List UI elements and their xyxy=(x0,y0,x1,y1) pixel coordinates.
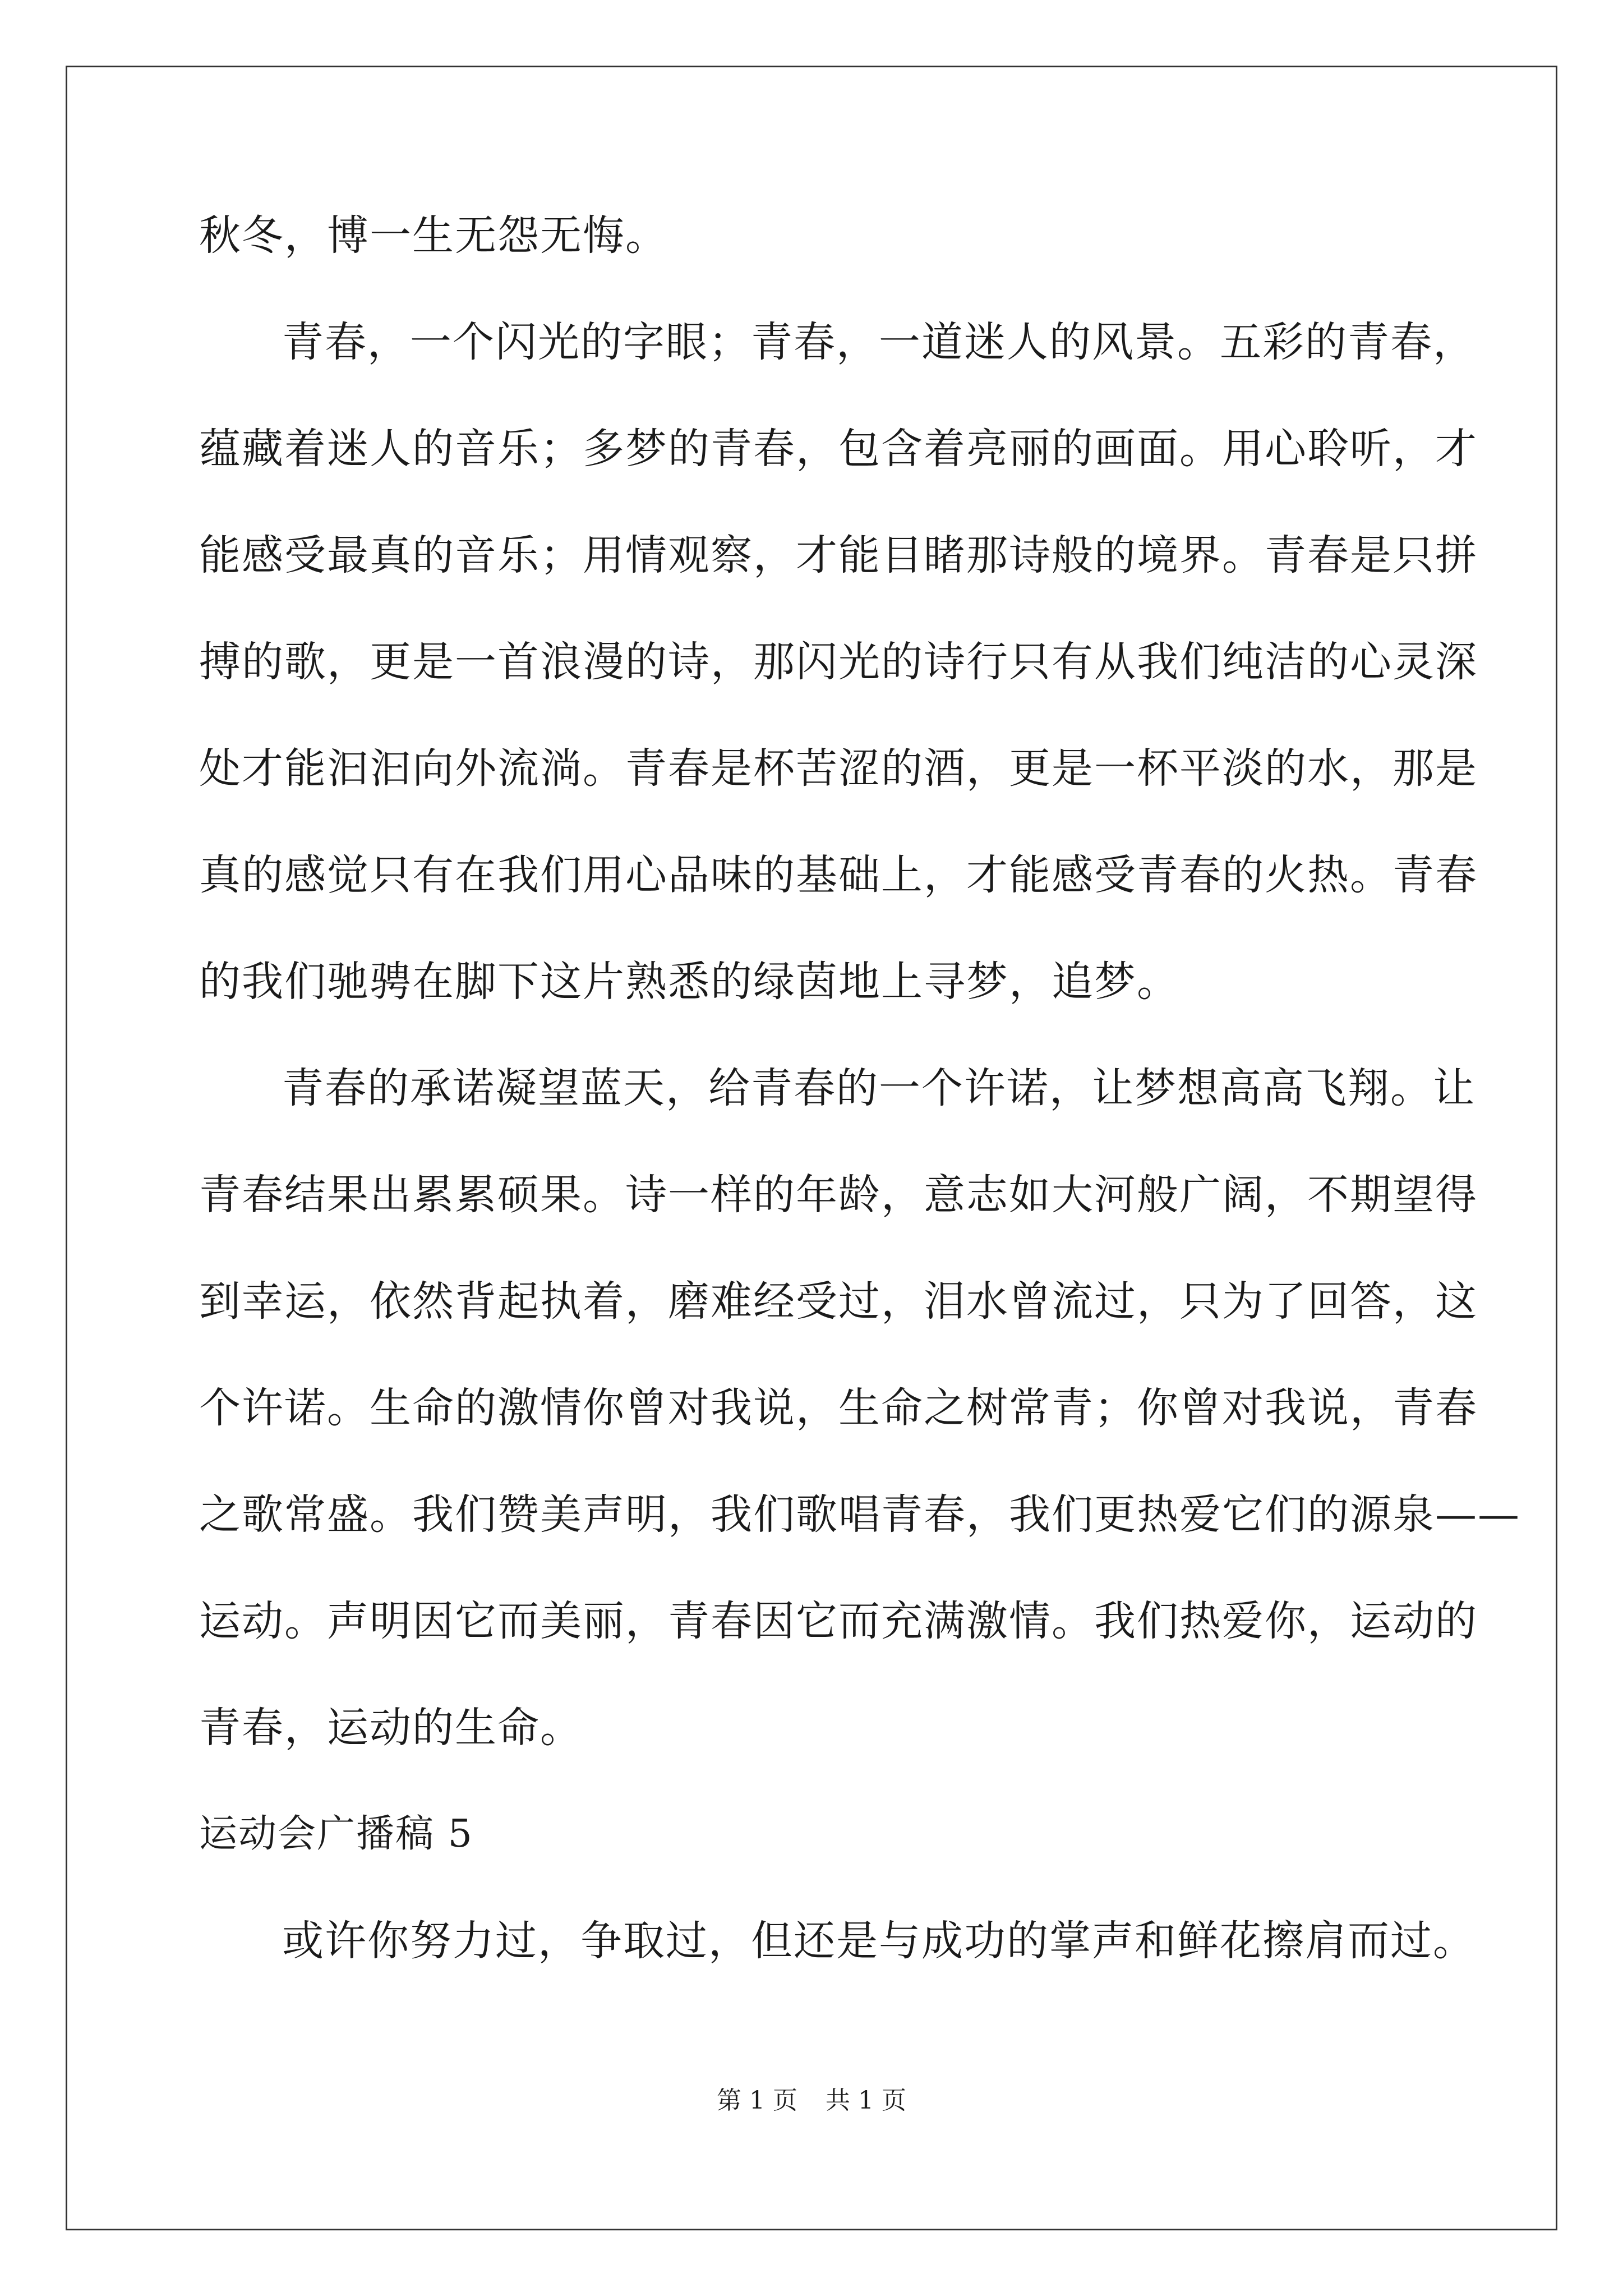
text-line: 青春的承诺凝望蓝天，给青春的一个许诺，让梦想高高飞翔。让 xyxy=(282,1064,1476,1112)
text-line: 真的感觉只有在我们用心品味的基础上，才能感受青春的火热。青春 xyxy=(199,851,1478,899)
page-number: 第 1 页 xyxy=(717,2086,797,2115)
text-line: 处才能汩汩向外流淌。青春是杯苦涩的酒，更是一杯平淡的水，那是 xyxy=(199,744,1478,793)
text-line: 青春结果出累累硕果。诗一样的年龄，意志如大河般广阔，不期望得 xyxy=(199,1171,1478,1219)
page-total: 共 1 页 xyxy=(826,2086,906,2115)
text-line: 能感受最真的音乐；用情观察，才能目睹那诗般的境界。青春是只拼 xyxy=(199,531,1478,579)
text-line: 运动。声明因它而美丽，青春因它而充满激情。我们热爱你，运动的 xyxy=(199,1597,1478,1645)
text-line: 搏的歌，更是一首浪漫的诗，那闪光的诗行只有从我们纯洁的心灵深 xyxy=(199,638,1478,686)
text-line: 秋冬，博一生无怨无悔。 xyxy=(199,211,668,260)
text-line: 或许你努力过，争取过，但还是与成功的掌声和鲜花擦肩而过。 xyxy=(282,1917,1476,1965)
text-line: 蕴藏着迷人的音乐；多梦的青春，包含着亮丽的画面。用心聆听，才 xyxy=(199,425,1478,473)
text-line: 的我们驰骋在脚下这片熟悉的绿茵地上寻梦，追梦。 xyxy=(199,958,1179,1006)
text-line: 青春，运动的生命。 xyxy=(199,1704,583,1752)
text-line: 之歌常盛。我们赞美声明，我们歌唱青春，我们更热爱它们的源泉—— xyxy=(199,1490,1520,1539)
section-heading: 运动会广播稿 5 xyxy=(199,1812,473,1856)
text-line: 青春，一个闪光的字眼；青春，一道迷人的风景。五彩的青春， xyxy=(282,318,1476,366)
text-line: 个许诺。生命的激情你曾对我说，生命之树常青；你曾对我说，青春 xyxy=(199,1384,1478,1432)
text-line: 到幸运，依然背起执着，磨难经受过，泪水曾流过，只为了回答，这 xyxy=(199,1277,1478,1326)
document-body xyxy=(199,208,1520,2019)
page-footer xyxy=(0,2084,1623,2118)
